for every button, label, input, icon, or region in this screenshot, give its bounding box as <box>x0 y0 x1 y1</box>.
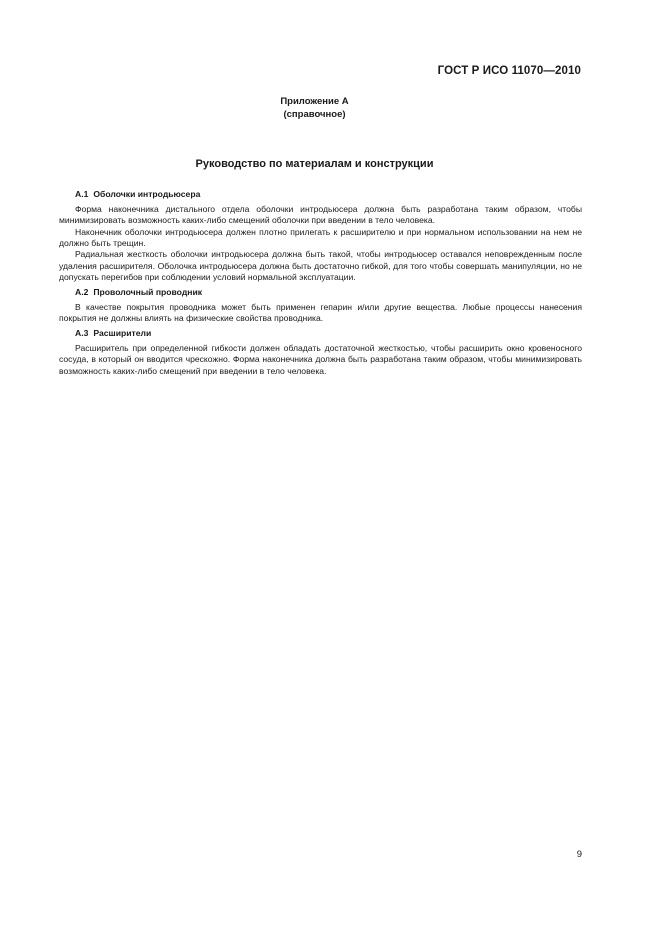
document-code: ГОСТ Р ИСО 11070—2010 <box>437 65 581 77</box>
paragraph: Наконечник оболочки интродьюсера должен плотно прилегать к расширителю и при нормальном использовании на нем не должно быть трещин. <box>59 226 582 248</box>
section-title-text: Расширители <box>93 328 152 339</box>
annex-subtitle: (справочное) <box>283 109 346 120</box>
page-number: 9 <box>576 849 582 860</box>
section-title-text: Оболочки интродьюсера <box>93 189 201 199</box>
document-body <box>59 189 582 377</box>
paragraph: Радиальная жесткость оболочки интродьюсера должна быть такой, чтобы интродьюсер оставался неповрежденным после удаления расширителя. Оболочка интродьюсера должна быть достаточно гибкой, для того чтобы совершать манипуляции, но не допускать перегибов при соблюдении условий нормальной эксплуатации. <box>59 249 582 282</box>
paragraph: Расширитель при определенной гибкости должен обладать достаточной жесткостью, чтобы расширить окно кровеносного сосуда, в который он вводится чрескожно. Форма наконечника должна быть разработана таким образом, чтобы минимизировать возможность каких-либо смещений при введении в тело человека. <box>59 343 582 376</box>
paragraph: В качестве покрытия проводника может быть применен гепарин и/или другие вещества. Любые процессы нанесения покрытия не должны влиять на физические свойства проводника. <box>59 301 582 324</box>
section-title-text: Проволочный проводник <box>93 286 203 297</box>
section-number: А.2 <box>75 286 89 297</box>
annex-title: Приложение А <box>280 96 349 107</box>
annex-title-block <box>0 95 629 121</box>
section-a1-title <box>75 189 582 200</box>
main-heading: Руководство по материалам и конструкции <box>195 158 434 170</box>
paragraph: Форма наконечника дистального отдела оболочки интродьюсера должна быть разработана таким образом, чтобы минимизировать возможность каких-либо смещений оболочки при введении в тело человека. <box>59 203 582 226</box>
section-a2-title <box>75 287 582 298</box>
section-number: А.3 <box>75 328 89 339</box>
section-number: А.1 <box>75 189 89 199</box>
section-a3-title <box>75 328 582 339</box>
